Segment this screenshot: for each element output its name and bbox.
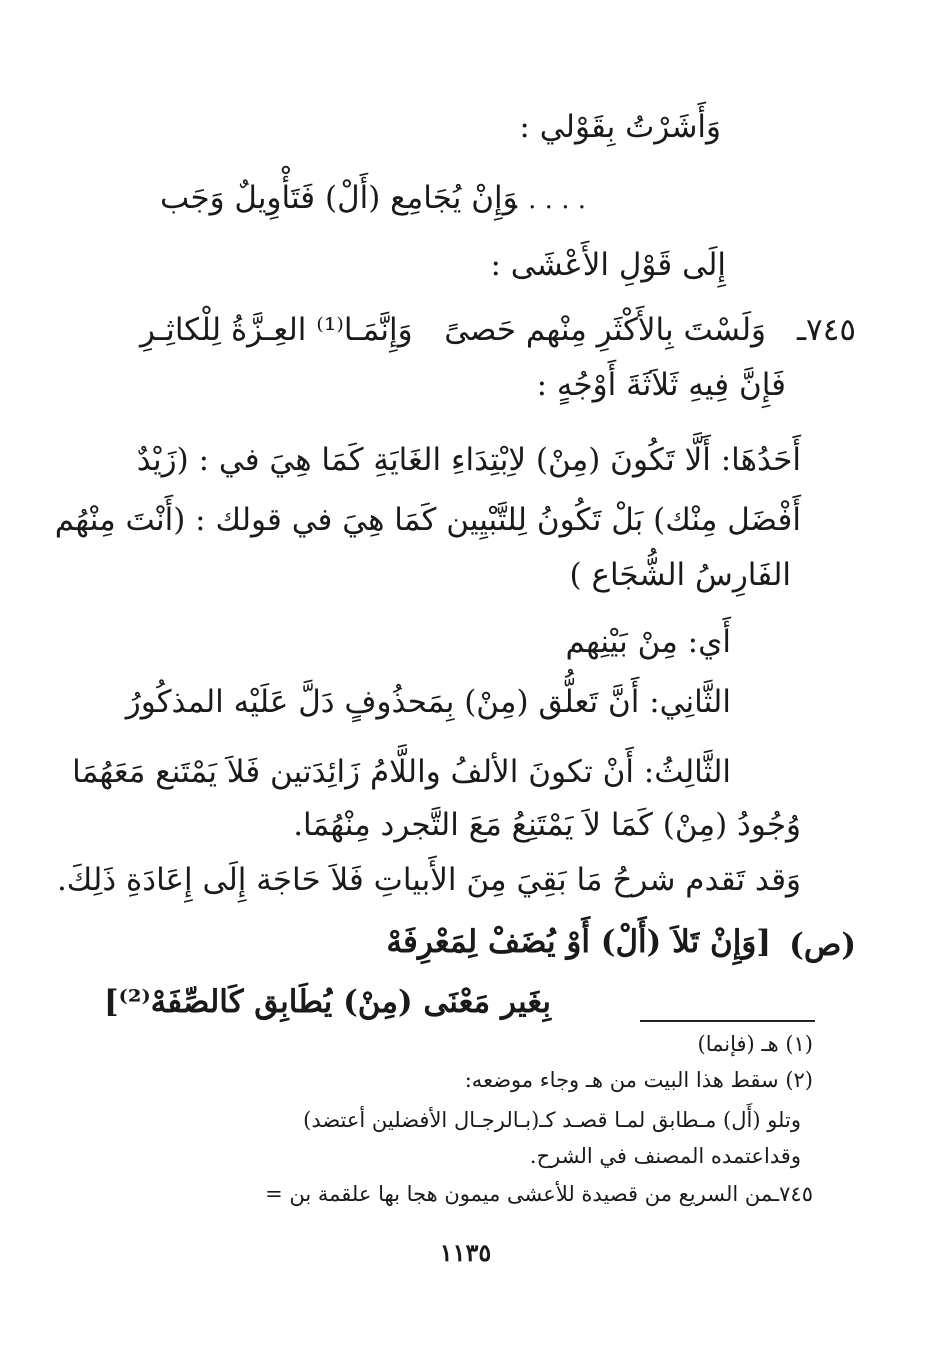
footnote-4: وقداعتمده المصنف في الشرح. <box>529 1144 801 1168</box>
verse-intro: وَأَشَرْتُ بِقَوْلي : <box>519 109 721 145</box>
body-line-2: أَحَدُهَا: أَلَّا تَكُونَ (مِنْ) لاِبْتِدَاءِ الغَايَةِ كَمَا هِيَ في : (زَيْدٌ <box>136 442 801 478</box>
verse-hemistich-right: وَلَسْتَ بِالأَكْثَرِ مِنْهم حَصىً <box>444 312 766 348</box>
body-line-9: وَقد تَقدم شرحُ مَا بَقِيَ مِنَ الأَبياتِ فَلاَ حَاجَة إِلَى إِعَادَةِ ذَلِكَ. <box>56 862 801 898</box>
footnote-1: (١) هـ (فإنما) <box>697 1032 813 1056</box>
to-alasha-line: إِلَى قَوْلِ الأَعْشَى : <box>490 247 726 283</box>
matn-line-2: بِغَير مَعْنَى (مِنْ) يُطَابِق كَالصِّفَهْ⁽²⁾] <box>103 984 551 1020</box>
body-line-5: أَي: مِنْ بَيْنِهم <box>565 624 731 660</box>
body-line-8: وُجُودُ (مِنْ) كَمَا لاَ يَمْتَنِعُ مَعَ التَّجرد مِنْهُمَا. <box>293 807 801 843</box>
matn-marker: (ص) <box>789 927 856 963</box>
footnote-rule <box>640 1020 815 1022</box>
matn-line-1: [وَإِنْ تَلاَ (أَلْ) أَوْ يُضَفْ لِمَعْرِفَهْ <box>386 924 771 960</box>
footnote-3: وتلو (أَل) مـطابق لمـا قصـد كـ(بـالرجـال الأفضلين أعتضد) <box>303 1108 801 1132</box>
verse-number: ٧٤٥ـ <box>796 312 856 348</box>
body-line-1: فَإِنَّ فِيهِ ثَلاَثَةَ أَوْجُهٍ : <box>536 367 786 403</box>
body-line-4: الفَارِسُ الشُّجَاع ) <box>569 557 791 593</box>
verse-hemistich-left: وَإِنَّمَـا⁽¹⁾ العِـزَّةُ لِلْكاثِـرِ <box>140 312 413 348</box>
body-line-7: الثَّالِثُ: أَنْ تكونَ الألفُ واللَّامُ زَائِدَتين فَلاَ يَمْتَنع مَعَهُمَا <box>72 754 731 790</box>
footnote-5: ٧٤٥ـمن السريع من قصيدة للأعشى ميمون هجا بها علقمة بن = <box>265 1182 813 1206</box>
hemistich-dots: . . . . . <box>511 185 586 215</box>
footnote-2: (٢) سقط هذا البيت من هـ وجاء موضعه: <box>464 1068 813 1092</box>
page-number: ١١٣٥ <box>439 1238 492 1267</box>
hemistich-text: وَإِنْ يُجَامِع (أَلْ) فَتَأْوِيلٌ وَجَب <box>160 180 518 216</box>
body-line-3: أَفْضَل مِنْك) بَلْ تَكُونُ لِلتَّبْيِين كَمَا هِيَ في قولك : (أَنْتَ مِنْهُم <box>54 502 801 538</box>
body-line-6: الثَّانِي: أَنَّ تَعلُّق (مِنْ) بِمَحذُوفٍ دَلَّ عَلَيْه المذكُورُ <box>125 684 731 720</box>
